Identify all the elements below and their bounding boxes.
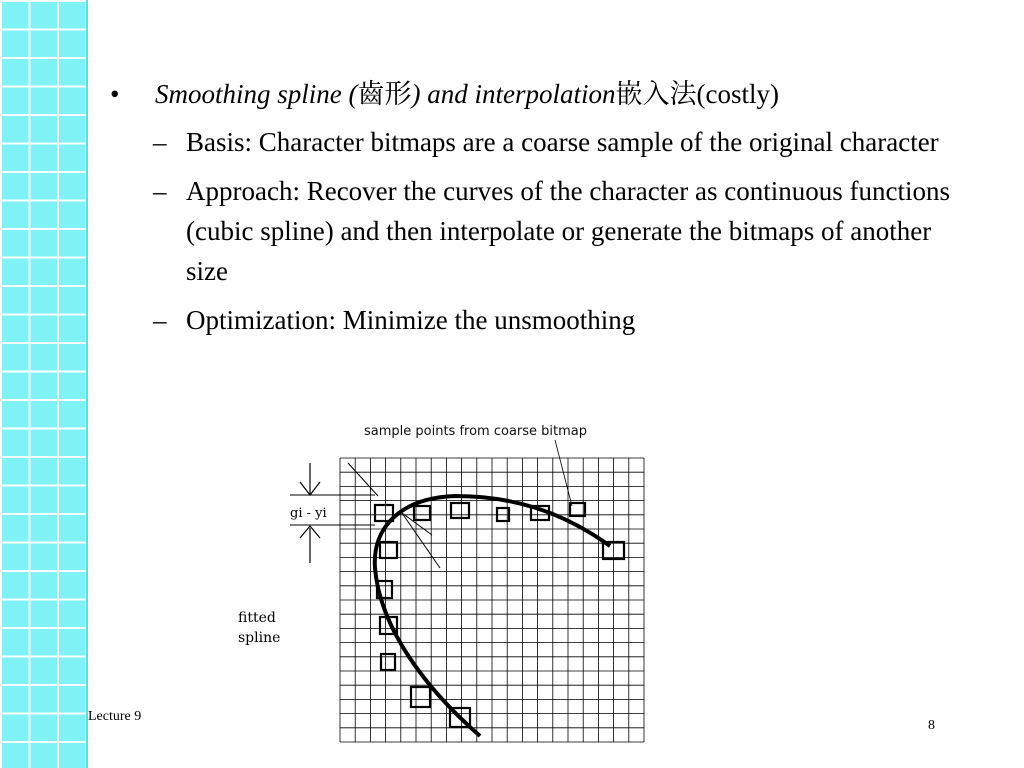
spline-pointer-line bbox=[402, 513, 432, 535]
sub-bullet-list bbox=[153, 122, 1000, 340]
sample-point-square bbox=[411, 687, 430, 707]
decorative-grid-sidebar bbox=[0, 0, 88, 768]
bullet-symbol: • bbox=[110, 79, 120, 109]
sub-bullet-basis bbox=[153, 122, 1000, 162]
figure-caption: sample points from coarse bitmap bbox=[364, 424, 587, 439]
dash-symbol: – bbox=[153, 127, 167, 157]
spline-figure bbox=[230, 418, 650, 758]
main-bullet bbox=[100, 76, 1000, 112]
bullet-tail: (costly) bbox=[696, 79, 779, 109]
fitted-label-line1: fitted bbox=[238, 610, 276, 626]
sample-point-square bbox=[570, 503, 585, 516]
spline-pointer-line bbox=[402, 513, 440, 568]
bullet-cjk1: 齒形 bbox=[357, 79, 412, 109]
spline-diagram bbox=[230, 418, 650, 758]
gap-label: gi - yi bbox=[290, 506, 327, 521]
page-number: 8 bbox=[928, 718, 935, 733]
sample-point-square bbox=[380, 542, 397, 558]
bitmap-grid bbox=[340, 458, 644, 742]
sub-bullet-optimization bbox=[153, 300, 1000, 340]
bullet-italic-part2: ) and interpolation bbox=[411, 79, 616, 109]
gap-pointer-line bbox=[348, 463, 378, 496]
sample-point-square bbox=[451, 503, 469, 518]
slide-content bbox=[100, 76, 1000, 349]
bullet-cjk2: 嵌入法 bbox=[615, 79, 697, 109]
main-bullet-text bbox=[155, 76, 779, 112]
bullet-italic-part1: Smoothing spline ( bbox=[155, 79, 358, 109]
sub-bullet-text: Basis: Character bitmaps are a coarse sample of the original character bbox=[186, 127, 939, 157]
sample-point-squares bbox=[375, 503, 624, 727]
sub-bullet-text: Approach: Recover the curves of the character as continuous functions (cubic spline) and then interpolate or generate the bitmaps of another size bbox=[186, 176, 950, 286]
sub-bullet-approach bbox=[153, 171, 1000, 291]
dash-symbol: – bbox=[153, 305, 167, 335]
caption-pointer-line bbox=[555, 440, 572, 506]
fitted-label-line2: spline bbox=[238, 630, 281, 646]
sub-bullet-text: Optimization: Minimize the unsmoothing bbox=[186, 305, 636, 335]
dash-symbol: – bbox=[153, 176, 167, 206]
footer-lecture-label: Lecture 9 bbox=[88, 709, 142, 724]
